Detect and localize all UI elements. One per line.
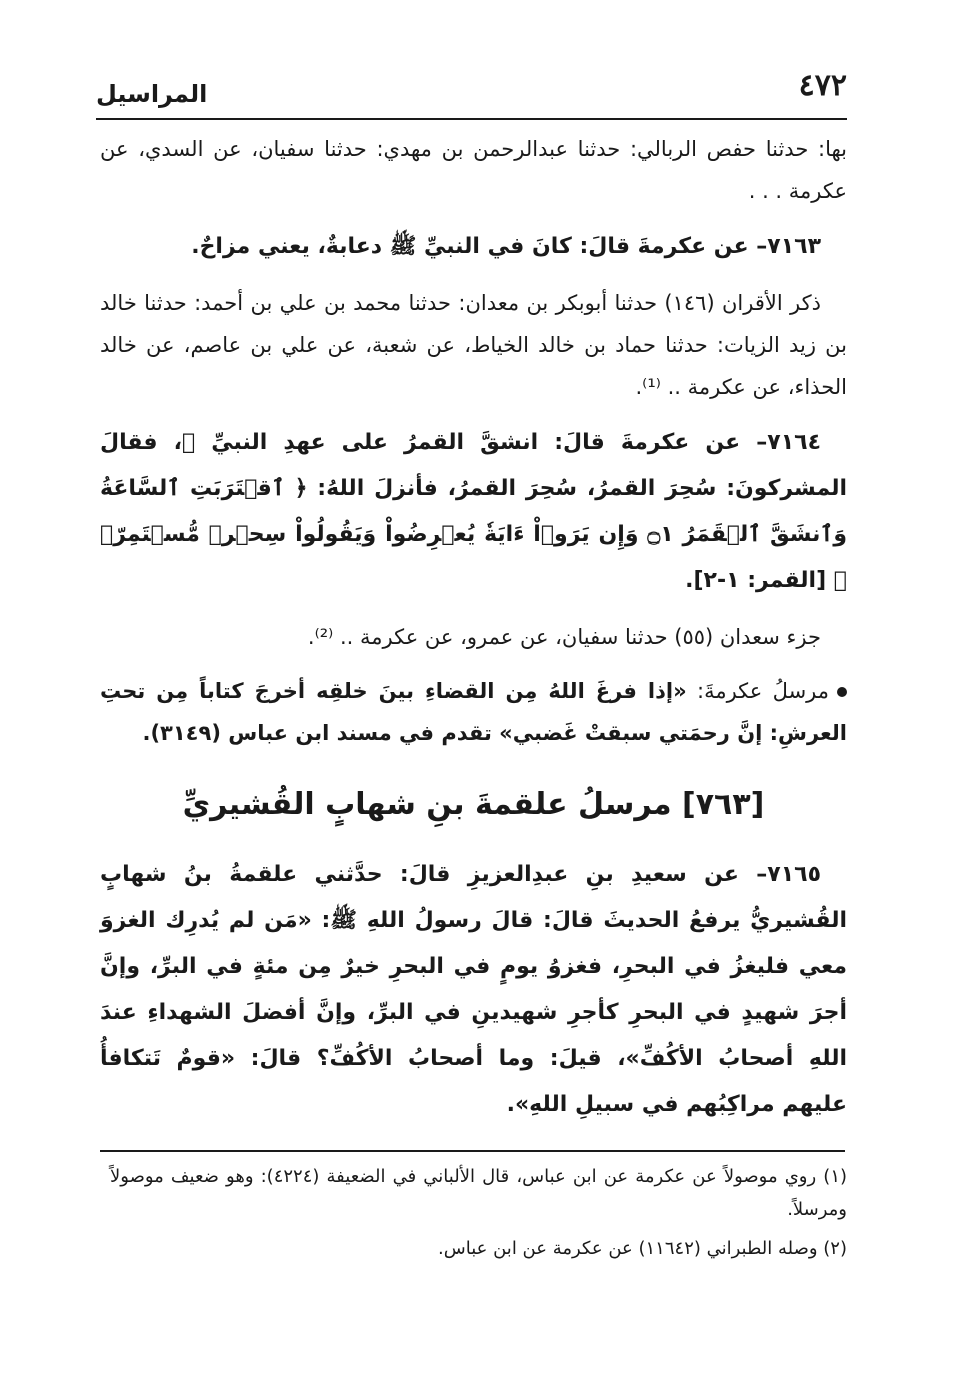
page-header	[96, 66, 847, 120]
hadith-7165	[100, 852, 847, 1128]
hadith-7163	[100, 224, 847, 270]
footnote-2: (٢) وصله الطبراني (١١٦٤٢) عن عكرمة عن ابن عباس.	[438, 1238, 847, 1259]
hadith-7164	[100, 420, 847, 604]
isnad-paragraph-2: ذكر الأقران (١٤٦) حدثنا أبوبكر بن معدان: حدثنا محمد بن علي بن أحمد: حدثنا خالد بن زيد الزيات: حدثنا حماد بن خالد الخياط، عن شعبة، عن علي بن عاصم، عن خالد الحذاء، عن عكرمة .. ⁽¹⁾.	[100, 291, 847, 399]
hadith-text: عن عكرمةَ قالَ: كانَ في النبيِّ ﷺ دعابةٌ، يعني مزاحٌ.	[191, 234, 757, 259]
isnad-paragraph-1: بها: حدثنا حفص الربالي: حدثنا عبدالرحمن بن مهدي: حدثنا سفيان، عن السدي، عن عكرمة . . .	[100, 137, 847, 203]
hadith-text: عن عكرمةَ قالَ: انشقَّ القمرُ على عهدِ النبيِّ ﷺ، فقالَ المشركونَ: سُحِرَ القمرُ، سُحِرَ القمرُ، فأنزلَ اللهُ: ﴿ ٱقۡتَرَبَتِ ٱلسَّاعَةُ وَٱنشَقَّ ٱلۡقَمَرُ ۝١ وَإِن يَرَوۡاْ ءَايَةٗ يُعۡرِضُواْ وَيَقُولُواْ سِحۡرٞ مُّسۡتَمِرّٞ ﴾ [القمر: ١-٢].	[100, 430, 847, 593]
cross-ref-text: «إذا فرغَ اللهُ مِن القضاءِ بينَ خلقِه أخرجَ كتاباً مِن تحتِ العرشِ: إنَّ رحمَتي سبقتْ غَضبي» تقدم في مسند ابن عباس (٣١٤٩).	[100, 679, 847, 745]
bullet-icon	[837, 687, 847, 697]
hadith-number: ٧١٦٣–	[756, 234, 821, 259]
section-title: [٧٦٣] مرسلُ علقمةَ بنِ شهابٍ القُشيريِّ	[182, 787, 765, 822]
main-text	[100, 128, 847, 1140]
footnotes	[110, 1160, 847, 1271]
hadith-number: ٧١٦٥–	[756, 862, 821, 887]
cross-reference-paragraph	[100, 670, 847, 754]
footnote-1: (١) روي موصولاً عن عكرمة عن ابن عباس، قال الألباني في الضعيفة (٤٢٢٤): وهو ضعيف موصولاً ومرسلاً.	[110, 1166, 848, 1220]
hadith-number: ٧١٦٤–	[756, 430, 821, 455]
footnote-divider	[100, 1150, 845, 1152]
cross-ref-lead: مرسلُ عكرمةَ:	[686, 679, 829, 703]
page-number: ٤٧٢	[798, 68, 847, 103]
isnad-paragraph-3: جزء سعدان (٥٥) حدثنا سفيان، عن عمرو، عن عكرمة .. ⁽²⁾.	[307, 625, 821, 649]
hadith-text: عن سعيدِ بنِ عبدِالعزيزِ قالَ: حدَّثني علقمةُ بنُ شهابٍ القُشيريُّ يرفعُ الحديثَ قالَ: قالَ رسولُ اللهِ ﷺ: «مَن لم يُدرِك الغزوَ معي فليغزُ في البحرِ، فغزوُ يومٍ في البحرِ خيرٌ مِن مئةٍ في البرِّ، وإنَّ أجرَ شهيدٍ في البحرِ كأجرِ شهيدينِ في البرِّ، وإنَّ أفضلَ الشهداءِ عندَ اللهِ أصحابُ الأكُفِّ»، قيلَ: وما أصحابُ الأكُفِّ؟ قالَ: «قومٌ تَتكافأُ عليهم مراكِبُهم في سبيلِ اللهِ».	[100, 862, 847, 1117]
running-title: المراسيل	[96, 80, 208, 108]
